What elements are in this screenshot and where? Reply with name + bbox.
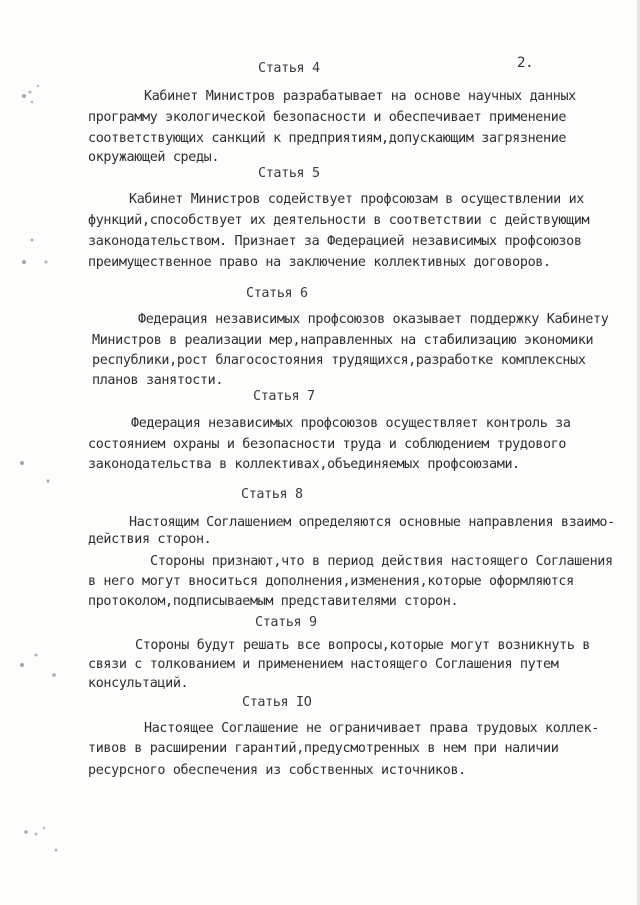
article-5-heading: Статья 5	[258, 166, 320, 181]
article-8-line: протоколом,подписываемым представителями сторон.	[88, 594, 459, 609]
article-7-line: состоянием охраны и безопасности труда и соблюдением трудового	[88, 437, 567, 452]
article-9-line: связи с толкованием и применением настоящего Соглашения путем	[88, 657, 559, 672]
article-9-heading: Статья 9	[255, 615, 317, 630]
article-5-line: Кабинет Министров содействует профсоюзам в осуществлении их	[129, 192, 584, 207]
article-7-heading: Статья 7	[253, 389, 315, 404]
article-9-line: Стороны будут решать все вопросы,которые могут возникнуть в	[135, 638, 590, 653]
article-6-line: планов занятости.	[92, 373, 224, 388]
article-6-line: республики,рост благосостояния трудящихся,разработке комплексных	[92, 353, 586, 368]
article-8-line: Настоящим Соглашением определяются основные направления взаимо-	[129, 515, 615, 530]
article-7-line: Федерация независимых профсоюзов осуществляет контроль за	[131, 416, 571, 431]
article-10-line: Настоящее Соглашение не ограничивает права трудовых коллек-	[144, 721, 599, 736]
article-10-heading: Статья IO	[242, 695, 312, 710]
article-6-line: Федерация независимых профсоюзов оказывает поддержку Кабинету	[138, 312, 609, 327]
article-4-heading: Статья 4	[258, 61, 320, 76]
article-10-line: ресурсного обеспечения из собственных источников.	[88, 763, 466, 778]
article-4-line: окружающей среды.	[88, 150, 220, 165]
article-6-line: Министров в реализации мер,направленных на стабилизацию экономики	[92, 333, 594, 348]
article-9-line: консультаций.	[88, 676, 189, 691]
scan-speck-mark	[16, 455, 56, 495]
article-8-heading: Статья 8	[241, 487, 303, 502]
article-5-line: преимущественное право на заключение коллективных договоров.	[88, 255, 551, 270]
article-8-line: в него могут вноситься дополнения,изменения,которые оформляются	[88, 574, 574, 589]
article-7-line: законодательства в коллективах,объединяемых профсоюзами.	[88, 457, 520, 472]
article-4-line: программу экологической безопасности и обеспечивает применение	[88, 110, 567, 125]
article-6-heading: Статья 6	[246, 286, 308, 301]
article-8-line: Стороны признают,что в период действия настоящего Соглашения	[150, 554, 613, 569]
article-8-line: действия сторон.	[88, 532, 212, 547]
article-4-line: Кабинет Министров разрабатывает на основе научных данных	[144, 89, 576, 104]
scan-speck-mark	[18, 820, 68, 860]
scan-speck-mark	[18, 80, 48, 110]
page-number: 2.	[517, 55, 534, 71]
article-5-line: законодательством. Признает за Федерацией независимых профсоюзов	[88, 234, 582, 249]
article-10-line: тивов в расширении гарантий,предусмотренных в нем при наличии	[88, 741, 559, 756]
article-5-line: функций,способствует их деятельности в соответствии с действующим	[88, 213, 590, 228]
scan-speck-mark	[16, 232, 56, 272]
article-4-line: соответствующих санкций к предприятиям,допускающим загрязнение	[88, 131, 567, 146]
scan-speck-mark	[14, 645, 64, 685]
